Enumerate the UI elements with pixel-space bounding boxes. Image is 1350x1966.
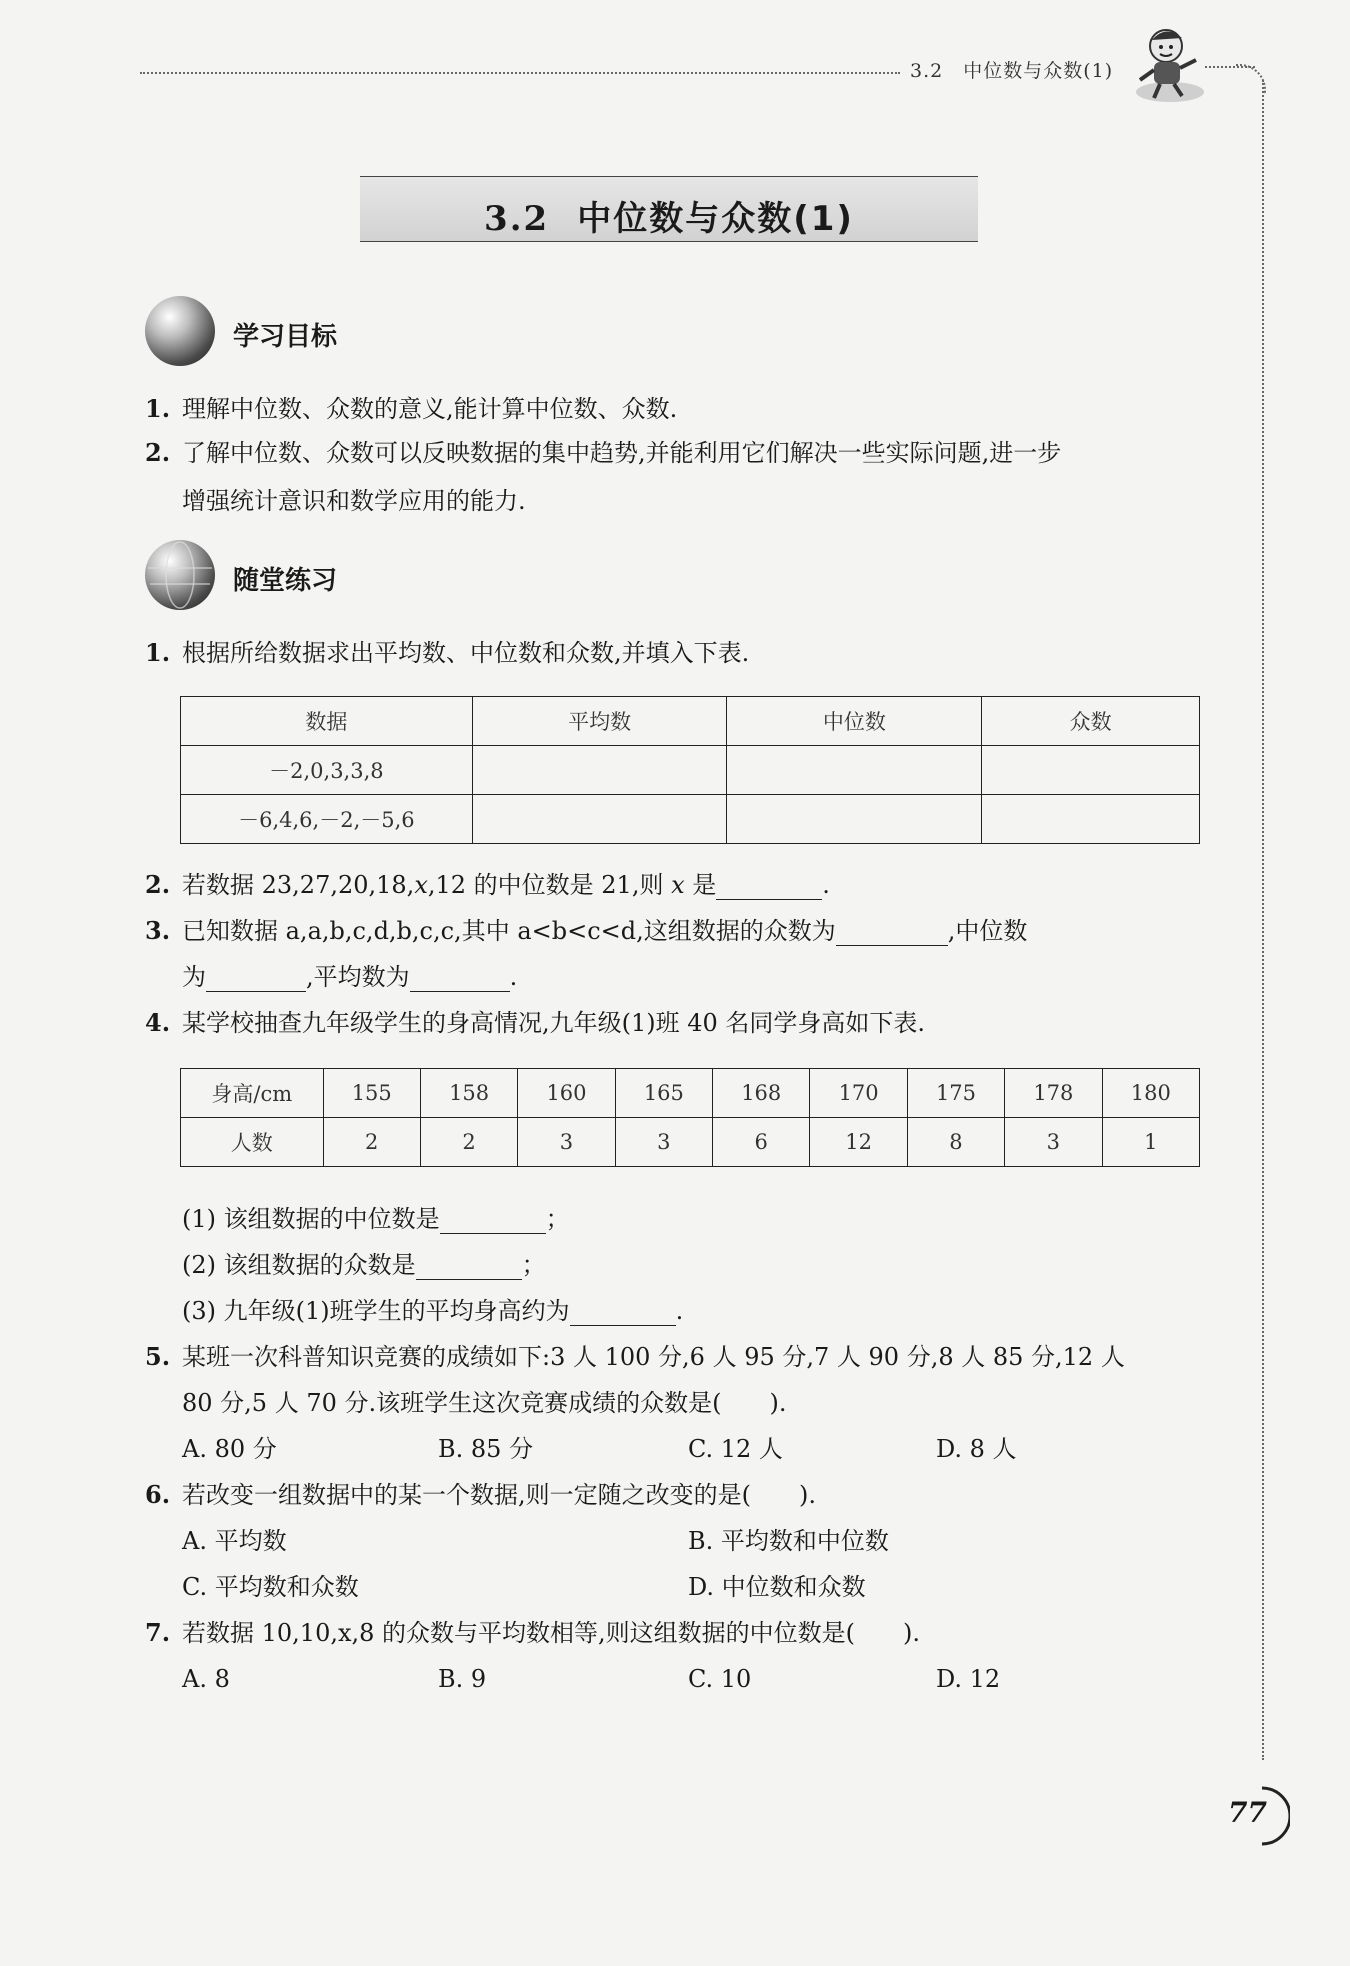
q1-table (180, 696, 1200, 844)
answer-blank[interactable] (836, 921, 948, 946)
question-text: 已知数据 a,a,b,c,d,b,c,c,其中 a<b<c<d,这组数据的众数为 ,中位数 (182, 917, 1028, 945)
lesson-title-box (360, 176, 978, 242)
question-number: 7. (145, 1618, 171, 1647)
option-d[interactable]: D. 8 人 (936, 1435, 1017, 1463)
option-b[interactable]: B. 9 (438, 1665, 487, 1693)
question-number: 4. (145, 1008, 171, 1037)
table-cell: 6 (713, 1118, 810, 1167)
running-title: 3.2 中位数与众数(1) (910, 60, 1114, 82)
lesson-title-text: 中位数与众数(1) (577, 199, 854, 239)
sub-question: (3) 九年级(1)班学生的平均身高约为 . (182, 1297, 684, 1325)
table-cell: 175 (907, 1069, 1004, 1118)
table-cell: 178 (1005, 1069, 1102, 1118)
option-b[interactable]: B. 85 分 (438, 1435, 534, 1463)
table-header-cell: 平均数 (472, 697, 727, 746)
question-number: 2. (145, 870, 171, 899)
answer-blank[interactable] (716, 875, 822, 900)
side-dotted-rule (1262, 80, 1264, 1760)
answer-blank[interactable] (416, 1255, 522, 1280)
option-a[interactable]: A. 8 (182, 1665, 230, 1693)
objective-number: 1. (145, 394, 171, 423)
option-a[interactable]: A. 平均数 (182, 1527, 287, 1555)
sub-question: (1) 该组数据的中位数是 ； (182, 1205, 570, 1233)
table-cell: 3 (1005, 1118, 1102, 1167)
table-cell: 3 (615, 1118, 712, 1167)
objective-number: 2. (145, 438, 171, 467)
objective-text: 增强统计意识和数学应用的能力. (182, 487, 526, 515)
table-cell: 12 (810, 1118, 907, 1167)
answer-blank[interactable] (440, 1209, 546, 1234)
table-header-cell: 众数 (982, 697, 1200, 746)
practice-heading-label: 随堂练习 (233, 566, 338, 596)
answer-cell[interactable] (727, 795, 982, 844)
answer-blank[interactable] (206, 967, 306, 992)
table-header-cell: 数据 (181, 697, 473, 746)
answer-cell[interactable] (727, 746, 982, 795)
table-cell: 158 (420, 1069, 517, 1118)
question-text: 根据所给数据求出平均数、中位数和众数,并填入下表. (182, 639, 750, 667)
table-row (181, 1069, 1200, 1118)
question-text: 为 ,平均数为 . (182, 963, 518, 991)
objectives-heading-label: 学习目标 (233, 322, 338, 352)
table-cell: 1 (1102, 1118, 1199, 1167)
table-row-label: 身高/cm (181, 1069, 324, 1118)
header-rule (140, 72, 900, 74)
lesson-number: 3.2 (484, 199, 550, 239)
answer-cell[interactable] (982, 746, 1200, 795)
table-cell: 2 (323, 1118, 420, 1167)
table-cell: 160 (518, 1069, 615, 1118)
question-number: 1. (145, 638, 171, 667)
table-cell: －6,4,6,－2,－5,6 (181, 795, 473, 844)
answer-cell[interactable] (472, 746, 727, 795)
option-d[interactable]: D. 中位数和众数 (688, 1573, 866, 1601)
page-number: 77 (1228, 1796, 1267, 1829)
option-a[interactable]: A. 80 分 (182, 1435, 277, 1463)
answer-blank[interactable] (410, 967, 510, 992)
option-c[interactable]: C. 10 (688, 1665, 752, 1693)
table-cell: 168 (713, 1069, 810, 1118)
table-cell: 180 (1102, 1069, 1199, 1118)
table-cell: 170 (810, 1069, 907, 1118)
question-text: 若改变一组数据中的某一个数据,则一定随之改变的是( ). (182, 1481, 816, 1509)
objective-text: 了解中位数、众数可以反映数据的集中趋势,并能利用它们解决一些实际问题,进一步 (182, 439, 1062, 467)
table-cell: 155 (323, 1069, 420, 1118)
option-c[interactable]: C. 12 人 (688, 1435, 783, 1463)
option-b[interactable]: B. 平均数和中位数 (688, 1527, 889, 1555)
mascot-cartoon-icon (1130, 22, 1208, 108)
sphere-icon (145, 296, 215, 366)
globe-grid-icon (145, 540, 215, 610)
table-header-row (181, 697, 1200, 746)
question-text: 某班一次科普知识竞赛的成绩如下:3 人 100 分,6 人 95 分,7 人 90 分,8 人 85 分,12 人 (182, 1343, 1125, 1371)
question-text: 若数据 23,27,20,18,x,12 的中位数是 21,则 x 是 . (182, 871, 830, 899)
objective-text: 理解中位数、众数的意义,能计算中位数、众数. (182, 395, 678, 423)
question-text: 若数据 10,10,x,8 的众数与平均数相等,则这组数据的中位数是( ). (182, 1619, 921, 1647)
lesson-title (360, 191, 978, 240)
question-number: 6. (145, 1480, 171, 1509)
table-header-cell: 中位数 (727, 697, 982, 746)
table-row (181, 746, 1200, 795)
table-cell: 165 (615, 1069, 712, 1118)
option-d[interactable]: D. 12 (936, 1665, 1001, 1693)
table-cell: 8 (907, 1118, 1004, 1167)
height-table (180, 1068, 1200, 1167)
table-cell: －2,0,3,3,8 (181, 746, 473, 795)
sub-question: (2) 该组数据的众数是 ； (182, 1251, 546, 1279)
answer-cell[interactable] (472, 795, 727, 844)
option-c[interactable]: C. 平均数和众数 (182, 1573, 359, 1601)
question-number: 5. (145, 1342, 171, 1371)
table-cell: 3 (518, 1118, 615, 1167)
answer-blank[interactable] (570, 1301, 676, 1326)
table-cell: 2 (420, 1118, 517, 1167)
question-number: 3. (145, 916, 171, 945)
question-text: 80 分,5 人 70 分.该班学生这次竞赛成绩的众数是( ). (182, 1389, 787, 1417)
question-text: 某学校抽查九年级学生的身高情况,九年级(1)班 40 名同学身高如下表. (182, 1009, 926, 1037)
table-row-label: 人数 (181, 1118, 324, 1167)
answer-cell[interactable] (982, 795, 1200, 844)
table-row (181, 1118, 1200, 1167)
table-row (181, 795, 1200, 844)
